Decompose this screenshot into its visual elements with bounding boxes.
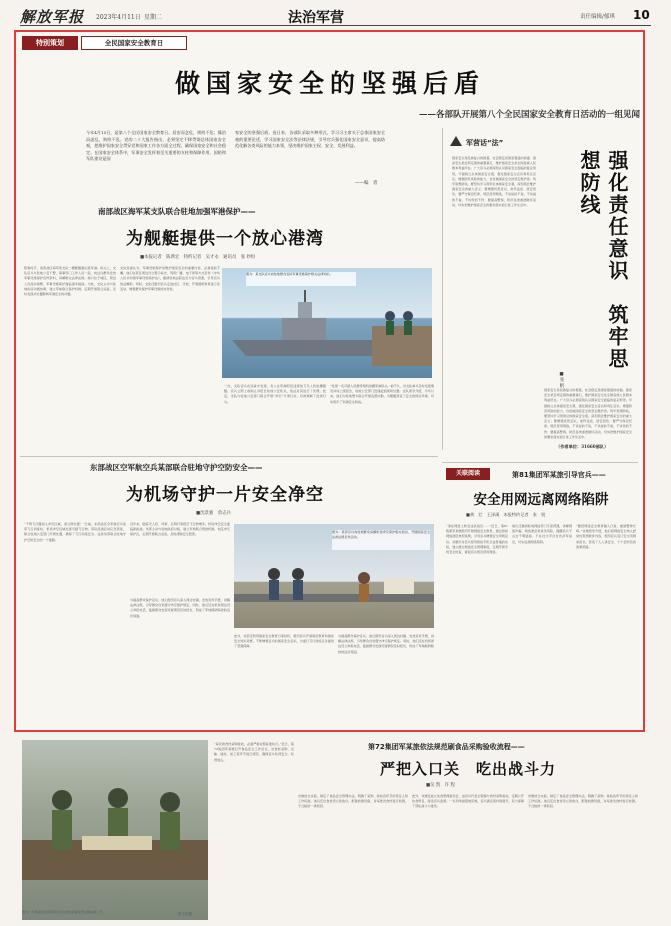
section-divider-1 bbox=[20, 456, 438, 457]
issue-date: 2023年4月11日 bbox=[96, 14, 141, 21]
story3-body-a: “请在网络上转发这条信息……”近日，第81集团军某旅组织开展网络安全教育，通过剖析网络泄密典型案例，引导官兵增强安全用网意识。该旅针对官兵使用智能手机日益普遍的实际，建立健全网络安全管理制度，定期开展手机安全检查，督促官兵规范使用网络。 bbox=[446, 524, 508, 555]
story2-body-d-continued: 为提高群众保护意识，他们组织官兵深入周边村镇，发放宣传手册，讲解法律法规，引导群众自觉遵守净空保护规定。同时，他们还在机场周边设立举报电话，鼓励群众发现可疑情况及时报告，形成了军地联防联控的良好局面。 bbox=[338, 634, 434, 654]
story2-byline: ■沈景强 余志兵 bbox=[196, 511, 231, 516]
story4-body-b: 该旅结合实际，制定了食品安全管理办法，明确了采购、验收各环节的责任人和工作标准。他们还在食堂设立验收台，配备检测设备，对每批次食材进行检测，不合格的一律退回。 bbox=[298, 794, 408, 809]
story3-tag: 关联阅读 bbox=[446, 468, 490, 480]
story2-title: 为机场守护一片安全净空 bbox=[126, 485, 324, 505]
page-editor: 责任编辑/郁琪 bbox=[580, 14, 615, 20]
story4-byline: ■吴 凯 许 程 bbox=[426, 783, 455, 788]
story4-canteen-photo bbox=[22, 740, 208, 920]
story2-kicker: 东部战区空军航空兵某部联合驻地守护空防安全—— bbox=[90, 463, 263, 472]
story4-photo-credit: 张文韬摄 bbox=[178, 912, 192, 916]
comment-title: 强化责任意识 筑牢思想防线 bbox=[577, 150, 629, 370]
story3-kicker: 第81集团军某旅引导官兵—— bbox=[512, 471, 606, 479]
masthead bbox=[20, 6, 651, 26]
story1-title: 为舰艇提供一个放心港湾 bbox=[126, 229, 324, 249]
story2-body-b: 近年来，随着无人机、风筝、孔明灯等低空飞行物增多，机场净空安全面临新挑战。该部主动与驻地政府对接，建立军地联合管控机制，划定净空保护区，定期开展联合巡查，及时清除安全隐患。 bbox=[130, 522, 230, 537]
story1-body-d: “发现一名可疑人员携带相机拍摄军港码头。”前不久，该支队哨兵及时发现情况并向上级报告，驻地公安部门迅速赶到现场处置。支队领导介绍，今年以来，他们与驻地警方联合开展巡逻执勤，为舰艇营造了安全的停泊环境，切实筑牢了军港安全防线。 bbox=[330, 384, 434, 404]
special-intro-a: 今年4月15日，是第八个全民国家安全教育日。居安而念危，则终不危；操治而虑乱，则终不乱。党的二十大报告指出，必须坚定不移贯彻总体国家安全观，把维护国家安全贯穿党和国家工作各方面全过程，确保国家安全和社会稳定。在国家安全体系中，军事安全发挥着至关重要的支柱和保障作用，国防和军队建设是国 bbox=[86, 130, 226, 162]
story4-kicker: 第72集团军某旅依法规范刷食品采购验收流程—— bbox=[368, 743, 525, 751]
story1-body-a: 阳春时节，南部战区海军某支队一艘舰艇靠泊某军港。码头上，支队官兵与驻地公安干警、海事部门工作人员一起，向过往群众发放军事设施保护宣传资料，讲解相关法律法规。港口位于城区，周边人员流动频繁，军事设施保护面临诸多挑战。为此，支队主动与驻地政府沟通协调，建立军地联合保护机制，定期开展联合巡查，及时发现并处置影响军港安全的问题。 bbox=[24, 266, 116, 297]
story3-byline: ■黄 壮 王泽溪 本报特约记者 张 锐 bbox=[466, 512, 546, 517]
section-title: 法治军营 bbox=[288, 10, 344, 26]
story2-caption: 图为：某部官兵向驻地群众讲解机场净空保护相关知识，开展国家安全法律法规宣传活动。 bbox=[332, 530, 430, 550]
story3-title: 安全用网远离网络陷阱 bbox=[473, 492, 609, 508]
comment-author: ■张 帆 bbox=[559, 372, 564, 388]
comment-divider bbox=[442, 128, 443, 450]
canteen-scene-art bbox=[22, 740, 208, 920]
comment-star-icon bbox=[450, 136, 462, 146]
story4-body-c-continued: 该旅结合实际，制定了食品安全管理办法，明确了采购、验收各环节的责任人和工作标准。他们还在食堂设立验收台，配备检测设备，对每批次食材进行检测，不合格的一律退回。 bbox=[528, 794, 638, 809]
story1-byline: ■本报记者 陈典宏 特约记者 吴才永 通讯员 张 妙恒 bbox=[140, 255, 256, 260]
newspaper-logo: 解放军报 bbox=[20, 8, 85, 26]
story1-kicker: 南部战区海军某支队联合驻地加强军港保护—— bbox=[98, 207, 256, 216]
story1-body-c: 一次，支队官兵在巡查中发现，有人在军港附近违规放飞无人机拍摄舰艇。官兵立即上前制止并报告驻地公安机关，依法对其进行了处理。此后，支队与驻地公安部门联合开展“净空”专项行动，有效遏制了此类行为。 bbox=[224, 384, 326, 404]
story3-body-b: 他们还邀请驻地网信部门专家授课，讲解网络诈骗、网络泄密等常见风险，提醒官兵不点击不明链接、不在社交平台发布涉军信息，切实远离网络陷阱。 bbox=[512, 524, 572, 544]
special-intro-b: 家安全的坚强后盾。连日来，各部队采取多种形式，学习习主席关于总体国家安全观的重要论述，学习国家安全法等法律法规，引导官兵强化国家安全意识，提高防范化解各类风险的能力本领，坚决维护国家主权、安全、发展利益。 bbox=[235, 130, 385, 149]
story2-body-d: 此外，该部还利用国家安全教育日等时机，组织官兵开展保密教育和国家安全知识竞赛，不断增强官兵的国家安全意识，为遂行飞行训练任务提供了坚强保障。 bbox=[234, 634, 334, 649]
story2-body-a: “不明飞行器闯入净空区域，请立即处置！”日前，东部战区空军航空兵某部飞行训练时，机场净空区域发现可疑飞行物。部队迅速启动应急预案，联合驻地公安部门开展处置，确保了飞行训练安全。这是该部联合驻地守护空防安全的一个缩影。 bbox=[24, 522, 126, 542]
story1-caption: 图为：某支队官兵向驻地群众宣讲军事设施保护相关法律知识。 bbox=[246, 272, 356, 286]
story4-body-c: 此外，该旅还成立伙食管理委员会，由官兵代表全程参与食材采购验收，定期公开伙食账目，接受官兵监督。一系列举措落地见效，官兵满意度持续提升，有力保障了部队战斗力建设。 bbox=[412, 794, 524, 809]
story3-body-c: “要把网络安全教育融入日常，做到警钟长鸣。”该旅领导介绍，他们将网络安全纳入经常性思想教育内容，组织官兵签订安全用网承诺书，营造了人人讲安全、个个会防范的浓厚氛围。 bbox=[576, 524, 636, 549]
story4-caption: 图为：中部战区陆军某部官兵在食堂监督伙食采购验收工作。 bbox=[22, 910, 106, 914]
comment-column-label: 军营话“法” bbox=[466, 139, 504, 147]
story4-body-a: “每次的食材采购验收，必须严格对照标准执行。”近日，第72集团军某旅召开食品安全工作会议，对食材采购、运输、储存、加工等环节进行规范，确保官兵吃得安全、吃得放心。 bbox=[214, 742, 294, 762]
comment-body-continued: 国家安全是民族复兴的根基，社会稳定是国家强盛的前提。国家安全是安邦定国的重要基石，维护国家安全是全国各族人民根本利益所在。广大官兵必须深刻认识国家安全面临的复杂形势，牢固树立总体国家安全观，强化国家安全意识和责任意识，增强防范风险的能力，自觉做国家安全的坚定维护者。筑牢思想防线，要坚持学习贯彻总体国家安全观，深刻领会维护国家安全的重大意义；要增强忧患意识，常怀远虑、居安思危；要严守保密纪律，规范使用网络，不该说的不说，不该看的不看，不该传的不传；要提高警惕，防范各类渗透破坏活动，切实把维护国家安全的要求落实到日常工作生活中。 bbox=[544, 388, 632, 439]
story2-body-c: 为提高群众保护意识，他们组织官兵深入周边村镇，发放宣传手册，讲解法律法规，引导群众自觉遵守净空保护规定。同时，他们还在机场周边设立举报电话，鼓励群众发现可疑情况及时报告，形成了军地联防联控的良好局面。 bbox=[130, 598, 230, 618]
special-intro-sign: ——编 者 bbox=[355, 181, 378, 186]
special-theme: 全民国家安全教育日 bbox=[81, 36, 187, 50]
special-title: 做国家安全的坚强后盾 bbox=[174, 69, 485, 98]
story1-body-b: 支队党委认为，军事设施保护是维护国家安全的重要内容，必须常抓不懈。他们在营区周边设立警示标志，利用广播、电子屏等方式宣传《中华人民共和国军事设施保护法》，邀请驻地法院法官为官兵授课，引导官兵依法履职。同时，支队还组织官兵走进社区、学校，开展国防教育进万家活动，增强群众保护军事设施的自觉性。 bbox=[120, 266, 220, 291]
page-number: 10 bbox=[633, 8, 650, 22]
special-tag: 特别策划 bbox=[22, 36, 78, 50]
issue-weekday: 星期二 bbox=[144, 14, 163, 21]
story4-title: 严把入口关 吃出战斗力 bbox=[380, 760, 557, 778]
story3-divider bbox=[442, 462, 638, 463]
special-subtitle: ——各部队开展第八个全民国家安全教育日活动的一组见闻 bbox=[418, 110, 640, 120]
comment-body: 国家安全是民族复兴的根基，社会稳定是国家强盛的前提。国家安全是安邦定国的重要基石，维护国家安全是全国各族人民根本利益所在。广大官兵必须深刻认识国家安全面临的复杂形势，牢固树立总体国家安全观，强化国家安全意识和责任意识，增强防范风险的能力，自觉做国家安全的坚定维护者。筑牢思想防线，要坚持学习贯彻总体国家安全观，深刻领会维护国家安全的重大意义；要增强忧患意识，常怀远虑、居安思危；要严守保密纪律，规范使用网络，不该说的不说，不该看的不看，不该传的不传；要提高警惕，防范各类渗透破坏活动，切实把维护国家安全的要求落实到日常工作生活中。 bbox=[452, 156, 536, 207]
comment-note: （作者单位：31660部队） bbox=[556, 444, 609, 449]
